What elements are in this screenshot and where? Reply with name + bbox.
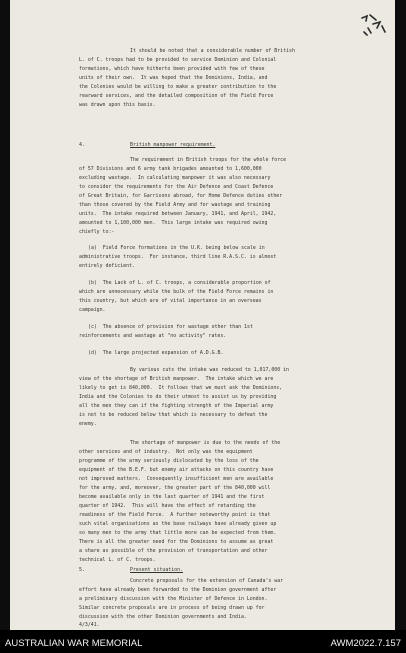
text-line: equipment of the B.E.F. but enemy air attacks on this country have <box>79 467 274 473</box>
list-item-line: (c) The absence of provision for wastage other than 1st <box>88 324 253 330</box>
list-item-line: (d) The large projected expansion of A.D.G.B. <box>88 350 224 356</box>
list-item-line: reinforcements and wastage at "no activity" rates. <box>79 333 227 339</box>
text-line: By various cuts the intake was reduced to 1,017,000 in <box>130 367 289 373</box>
list-item-line: (b) The Lack of L. of C. troops, a considerable proportion of <box>88 280 271 286</box>
list-item-line: (a) Field Force formations in the U.K. being below scale in <box>88 245 265 251</box>
archive-footer-bar <box>0 630 406 653</box>
list-item-line: administrative troops. For instance, third line R.A.S.C. is almost <box>79 254 277 260</box>
text-line: a preliminary discussion with the Minister of Defence in London. <box>79 596 268 602</box>
text-line: than those covered by the Field Army and for wastage and training <box>79 202 271 208</box>
text-line: to consider the requirements for the Air Defence and Coast Defence <box>79 184 274 190</box>
text-line: so many men to the army that little more can be expected from them. <box>79 530 277 536</box>
text-line: readiness of the Field Force. A further noteworthy point is that <box>79 512 271 518</box>
archive-source-label: AUSTRALIAN WAR MEMORIAL <box>5 638 143 649</box>
text-line: Similar concrete proposals are in process of being drawn up for <box>79 605 265 611</box>
text-line: such vital organisations as the base railways have already given up <box>79 521 277 527</box>
text-line: L. of C. troops had to be provided to service Dominion and Colonial <box>79 57 277 63</box>
text-line: The requirement in British troops for the whole force <box>130 157 287 163</box>
text-line: other services and of industry. Not only was the equipment <box>79 449 253 455</box>
text-line: enemy. <box>79 421 97 427</box>
text-line: for the army, and, moreover, the greater part of the 840,000 will <box>79 485 271 491</box>
list-item-line: which are unnecessary while the bulk of the Field Force remains in <box>79 289 274 295</box>
text-line: India and the Colonies to do their utmost to assist us by providing <box>79 394 277 400</box>
section-number: 5. <box>79 567 85 573</box>
section-heading: Present situation. <box>130 567 183 573</box>
text-line: of 57 Divisions and 6 army tank brigades amounted to 1,600,000 <box>79 166 262 172</box>
text-line: discussion with the other Dominion governments and India. <box>79 614 247 620</box>
text-line: There is all the greater need for the Dominions to assume as great <box>79 539 274 545</box>
archive-reference-number: AWM2022.7.157 <box>330 638 401 649</box>
section-number: 4. <box>79 142 85 148</box>
text-line: technical L. of C. troops. <box>79 557 156 563</box>
text-line: excluding wastage. In calculating manpower it was also necessary <box>79 175 271 181</box>
text-line: view of the shortage of British manpower. The intake which we are <box>79 376 274 382</box>
list-item-line: campaign. <box>79 307 106 313</box>
text-line: all the men they can if the fighting strength of the Imperial army <box>79 403 274 409</box>
section-heading: British manpower requirement. <box>130 142 216 148</box>
text-line: units. The intake required between January, 1941, and April, 1942, <box>79 211 277 217</box>
list-item-line: this country, but which are of vital importance in an overseas <box>79 298 262 304</box>
document-date: 4/3/41. <box>79 622 100 628</box>
text-line: the Colonies would be willing to make a greater contribution to the <box>79 84 277 90</box>
text-line: units of their own. It was hoped that the Dominions, India, and <box>79 75 268 81</box>
text-line: formations, which have hitherto been provided with few of these <box>79 66 265 72</box>
document-body <box>10 0 395 630</box>
text-line: of Great Britain, for Garrisons abroad, for Home Defence duties other <box>79 193 283 199</box>
text-line: amounted to 1,100,000 men. This large intake was required owing <box>79 220 268 226</box>
text-line: chiefly to:- <box>79 229 115 235</box>
text-line: programme of the army seriously dislocated by the loss of the <box>79 458 259 464</box>
text-line: is not to be reduced below that which is necessary to defeat the <box>79 412 268 418</box>
text-line: likely to get is 840,000. It follows that we must ask the Dominions, <box>79 385 283 391</box>
text-line: The shortage of manpower is due to the needs of the <box>130 440 281 446</box>
text-line: was drawn upon this basis. <box>79 102 156 108</box>
text-line: Concrete proposals for the extension of Canada's war <box>130 578 284 584</box>
text-line: rearward services, and the detailed composition of the Field Force <box>79 93 274 99</box>
document-page <box>10 0 395 630</box>
text-line: effort have already been forwarded to the Dominion government after <box>79 587 277 593</box>
text-line: quarter of 1942. This will have the effect of retarding the <box>79 503 256 509</box>
text-line: not improved matters. Consequently insufficient men are available <box>79 476 274 482</box>
text-line: become available only in the last quarter of 1941 and the first <box>79 494 265 500</box>
text-line: a share as possible of the provision of transportation and other <box>79 548 268 554</box>
text-line: It should be noted that a considerable number of British <box>130 48 295 54</box>
list-item-line: entirely deficient. <box>79 263 135 269</box>
